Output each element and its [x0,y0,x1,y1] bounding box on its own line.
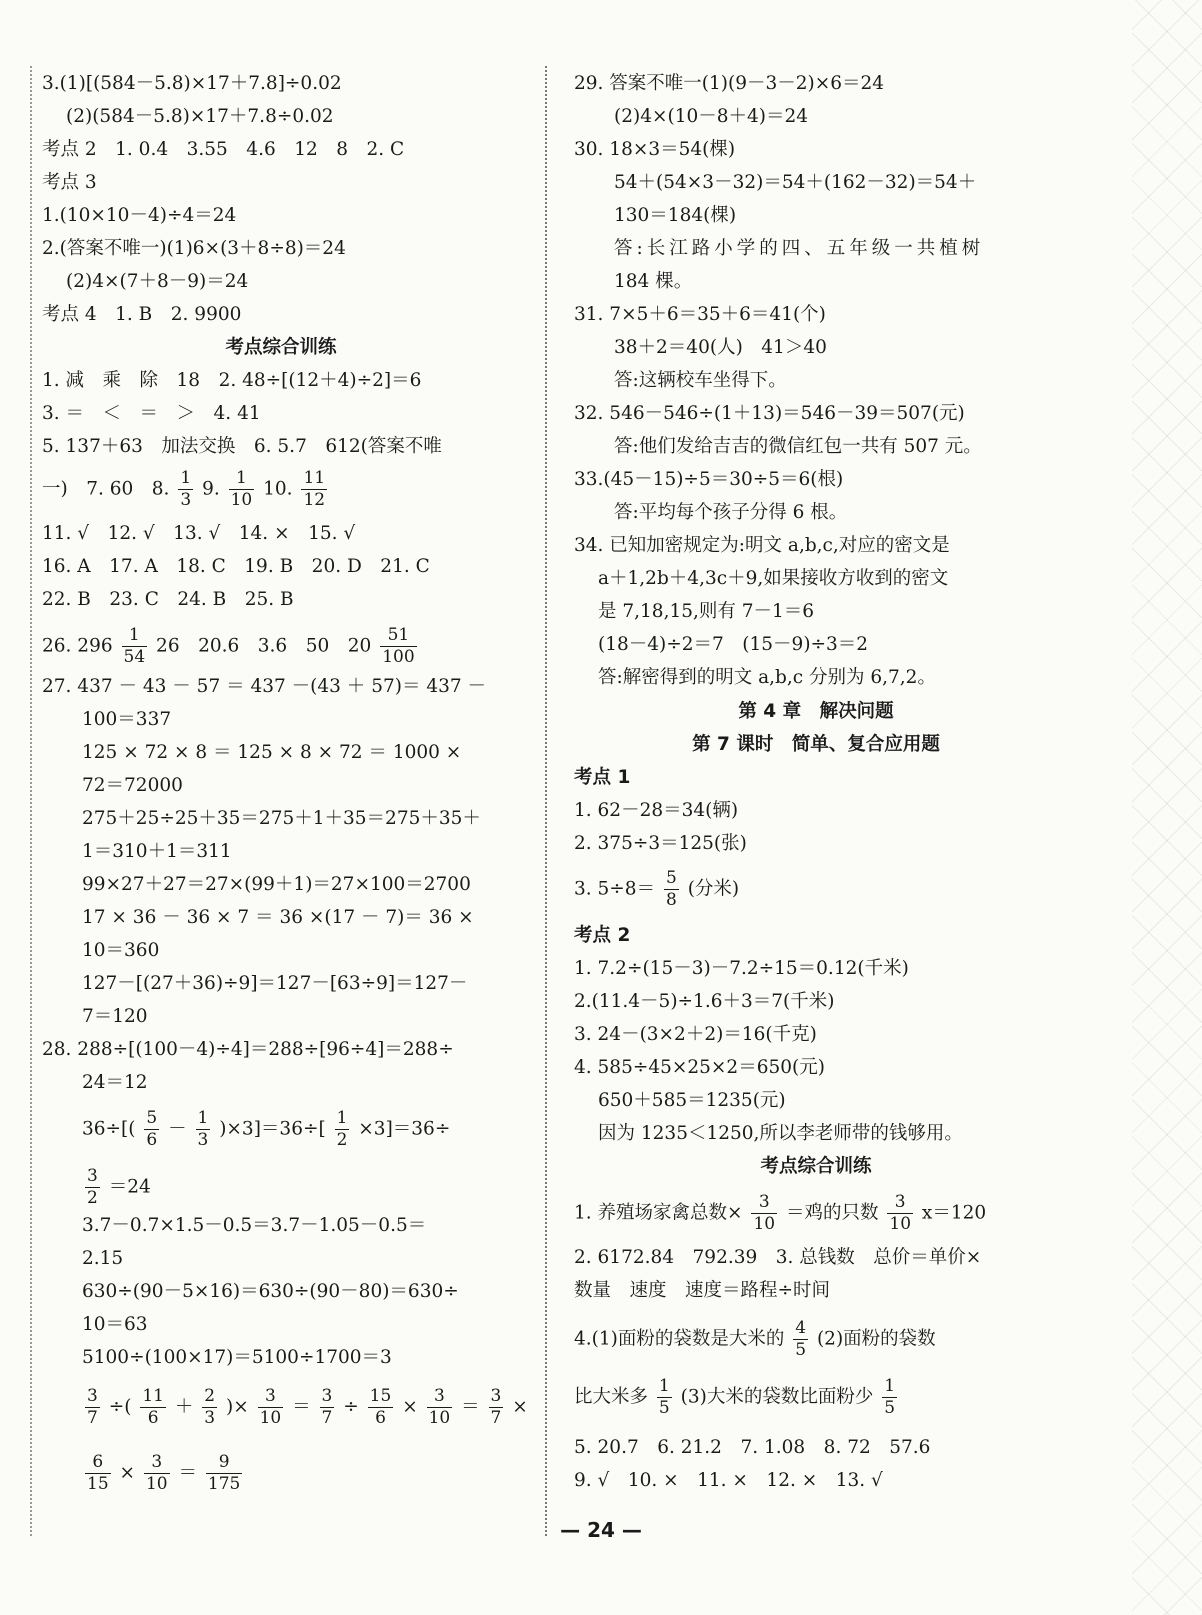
fraction: $\frac{11}{12}$ [303,468,326,510]
fraction: $\frac{11}{6}$ [142,1386,164,1428]
answer-line: 考点 4 1. B 2. 9900 [42,304,242,325]
fraction: $\frac{1}{5}$ [658,1376,670,1418]
answer-line: 4. 585÷45×25×2＝650(元) [574,1057,825,1078]
answer-line: $\frac{3}{2}$ ＝24 [87,1166,151,1208]
fraction: $\frac{9}{175}$ [207,1452,241,1494]
answer-line: 答:解密得到的明文 a,b,c 分别为 6,7,2。 [598,667,936,688]
answer-line: 27. 437 － 43 － 57 ＝ 437 －(43 ＋ 57)＝ 437 － [42,676,487,697]
answer-line: 10＝63 [82,1314,148,1335]
answer-line: $\frac{6}{15}$ × $\frac{3}{10}$ ＝ $\frac{9}{175}$ [87,1452,241,1494]
fraction: $\frac{3}{10}$ [145,1452,168,1494]
answer-line: 答:他们发给吉吉的微信红包一共有 507 元。 [614,436,982,457]
fraction: $\frac{1}{2}$ [336,1108,348,1150]
answer-line: (2)(584－5.8)×17＋7.8÷0.02 [66,106,334,127]
answer-line: 9. √ 10. × 11. × 12. × 13. √ [574,1470,883,1491]
fraction: $\frac{3}{2}$ [87,1166,98,1208]
fraction: $\frac{3}{7}$ [87,1386,98,1428]
answer-line: 4.(1)面粉的袋数是大米的 $\frac{4}{5}$ (2)面粉的袋数 [574,1318,936,1360]
answer-line: 答:平均每个孩子分得 6 根。 [614,502,848,523]
fraction: $\frac{4}{5}$ [795,1318,807,1360]
fraction: $\frac{3}{7}$ [321,1386,333,1428]
answer-line: 16. A 17. A 18. C 19. B 20. D 21. C [42,556,430,577]
answer-line: 29. 答案不唯一(1)(9－3－2)×6＝24 [574,73,885,94]
answer-line: 答:这辆校车坐得下。 [614,370,787,391]
answer-line: 127－[(27＋36)÷9]＝127－[63÷9]＝127－ [82,973,468,994]
answer-line: 1. 养殖场家禽总数× $\frac{3}{10}$ ＝鸡的只数 $\frac{3}{10}$ x＝120 [574,1192,987,1234]
answer-line: 考点 1 [574,767,631,788]
fraction: $\frac{1}{5}$ [884,1376,896,1418]
fraction: $\frac{5}{8}$ [665,868,677,910]
answer-line: 因为 1235＜1250,所以李老师带的钱够用。 [598,1123,963,1144]
fraction: $\frac{3}{10}$ [753,1192,776,1234]
fraction: $\frac{1}{3}$ [197,1108,209,1150]
fraction: $\frac{3}{10}$ [259,1386,282,1428]
answer-line: 33.(45－15)÷5＝30÷5＝6(根) [574,469,844,490]
fraction: $\frac{1}{10}$ [230,468,253,510]
answer-line: 答:长江路小学的四、五年级一共植树 [614,238,985,259]
right-column [574,70,1058,1540]
answer-line: (2)4×(10－8＋4)＝24 [614,106,809,127]
column-divider [545,66,547,1536]
fraction: $\frac{5}{6}$ [146,1108,158,1150]
answer-line: 100＝337 [82,709,172,730]
lesson-title: 第 7 课时 简单、复合应用题 [692,734,940,755]
answer-line: 1. 减 乘 除 18 2. 48÷[(12＋4)÷2]＝6 [42,370,422,391]
fraction: $\frac{1}{3}$ [180,468,192,510]
fraction: $\frac{2}{3}$ [204,1386,216,1428]
fraction: $\frac{1}{54}$ [123,625,146,667]
grid-background [1132,0,1202,1615]
answer-line: 650＋585＝1235(元) [598,1090,786,1111]
answer-line: 99×27＋27＝27×(99＋1)＝27×100＝2700 [82,874,471,895]
fraction: $\frac{15}{6}$ [369,1386,392,1428]
answer-line: 22. B 23. C 24. B 25. B [42,589,294,610]
fraction: $\frac{6}{15}$ [87,1452,109,1494]
answer-line: 17 × 36 － 36 × 7 ＝ 36 ×(17 － 7)＝ 36 × [82,907,474,928]
section-heading: 考点综合训练 [225,337,337,358]
fraction: $\frac{3}{10}$ [428,1386,451,1428]
answer-line: 3. 24－(3×2＋2)＝16(千克) [574,1024,817,1045]
answer-line: 考点 2 1. 0.4 3.55 4.6 12 8 2. C [42,139,405,160]
answer-line: 7＝120 [82,1006,148,1027]
answer-line: 3. 5÷8＝ $\frac{5}{8}$ (分米) [574,868,740,910]
answer-line: 32. 546－546÷(1＋13)＝546－39＝507(元) [574,403,965,424]
answer-line: 2. 375÷3＝125(张) [574,833,747,854]
fraction: $\frac{3}{7}$ [490,1386,502,1428]
answer-line: 2.(11.4－5)÷1.6＋3＝7(千米) [574,991,835,1012]
answer-line: 比大米多 $\frac{1}{5}$ (3)大米的袋数比面粉少 $\frac{1}{5}$ [574,1376,896,1418]
answer-line: (2)4×(7＋8－9)＝24 [66,271,249,292]
answer-line: 38＋2＝40(人) 41＞40 [614,337,827,358]
answer-line: 5. 20.7 6. 21.2 7. 1.08 8. 72 57.6 [574,1437,931,1458]
fraction: $\frac{51}{100}$ [382,625,415,667]
answer-line: 1.(10×10－4)÷4＝24 [42,205,237,226]
answer-line: 5100÷(100×17)＝5100÷1700＝3 [82,1347,392,1368]
answer-line: 54＋(54×3－32)＝54＋(162－32)＝54＋ [614,172,977,193]
answer-line: 数量 速度 速度＝路程÷时间 [574,1280,831,1301]
answer-line: 2.15 [82,1248,124,1269]
answer-line: 一) 7. 60 8. $\frac{1}{3}$ 9. $\frac{1}{10}$ 10. $\frac{11}{12}$ [42,468,326,510]
answer-line: a＋1,2b＋4,3c＋9,如果接收方收到的密文 [598,568,949,589]
answer-line: 3.7－0.7×1.5－0.5＝3.7－1.05－0.5＝ [82,1215,427,1236]
answer-line: 130＝184(棵) [614,205,737,226]
answer-line: 10＝360 [82,940,160,961]
answer-line: 1. 7.2÷(15－3)－7.2÷15＝0.12(千米) [574,958,909,979]
answer-line: $\frac{3}{7}$ ÷( $\frac{11}{6}$ ＋ $\frac{2}{3}$ )× $\frac{3}{10}$ ＝ $\frac{3}{7}$ ÷ $\frac{15}{6}$ × $\frac{3}{10}$ ＝ $\frac{3}{7}$ × [87,1386,528,1428]
answer-line: 1. 62－28＝34(辆) [574,800,739,821]
answer-line: 2. 6172.84 792.39 3. 总钱数 总价＝单价× [574,1247,982,1268]
answer-line: 3. ＝ ＜ ＝ ＞ 4. 41 [42,403,261,424]
chapter-title: 第 4 章 解决问题 [738,701,894,722]
answer-line: 考点 3 [42,172,97,193]
answer-line: 是 7,18,15,则有 7－1＝6 [598,601,815,622]
answer-line: 24＝12 [82,1072,148,1093]
answer-line: 72＝72000 [82,775,183,796]
left-column [42,70,528,1540]
answer-line: 275＋25÷25＋35＝275＋1＋35＝275＋35＋ [82,808,481,829]
answer-line: 28. 288÷[(100－4)÷4]＝288÷[96÷4]＝288÷ [42,1039,454,1060]
answer-line: 5. 137＋63 加法交换 6. 5.7 612(答案不唯 [42,436,442,457]
answer-line: 125 × 72 × 8 ＝ 125 × 8 × 72 ＝ 1000 × [82,742,462,763]
answer-line: 30. 18×3＝54(棵) [574,139,736,160]
section-heading: 考点综合训练 [760,1156,872,1177]
answer-line: 11. √ 12. √ 13. √ 14. × 15. √ [42,523,356,544]
left-margin-line [30,66,32,1536]
answer-line: 36÷[( $\frac{5}{6}$ － $\frac{1}{3}$ )×3]＝36÷[ $\frac{1}{2}$ ×3]＝36÷ [82,1108,451,1150]
answer-line: 考点 2 [574,925,631,946]
answer-line: 26. 296 $\frac{1}{54}$ 26 20.6 3.6 50 20 $\frac{51}{100}$ [42,625,415,667]
answer-line: 3.(1)[(584－5.8)×17＋7.8]÷0.02 [42,73,342,94]
fraction: $\frac{3}{10}$ [889,1192,912,1234]
answer-line: 184 棵。 [614,271,693,292]
answer-line: 630÷(90－5×16)＝630÷(90－80)＝630÷ [82,1281,459,1302]
answer-line: 31. 7×5＋6＝35＋6＝41(个) [574,304,826,325]
answer-line: 2.(答案不唯一)(1)6×(3＋8÷8)＝24 [42,238,346,259]
page-number: — 24 — [560,1518,642,1542]
answer-line: (18－4)÷2＝7 (15－9)÷3＝2 [598,634,869,655]
answer-line: 34. 已知加密规定为:明文 a,b,c,对应的密文是 [574,535,950,556]
answer-line: 1＝310＋1＝311 [82,841,232,862]
